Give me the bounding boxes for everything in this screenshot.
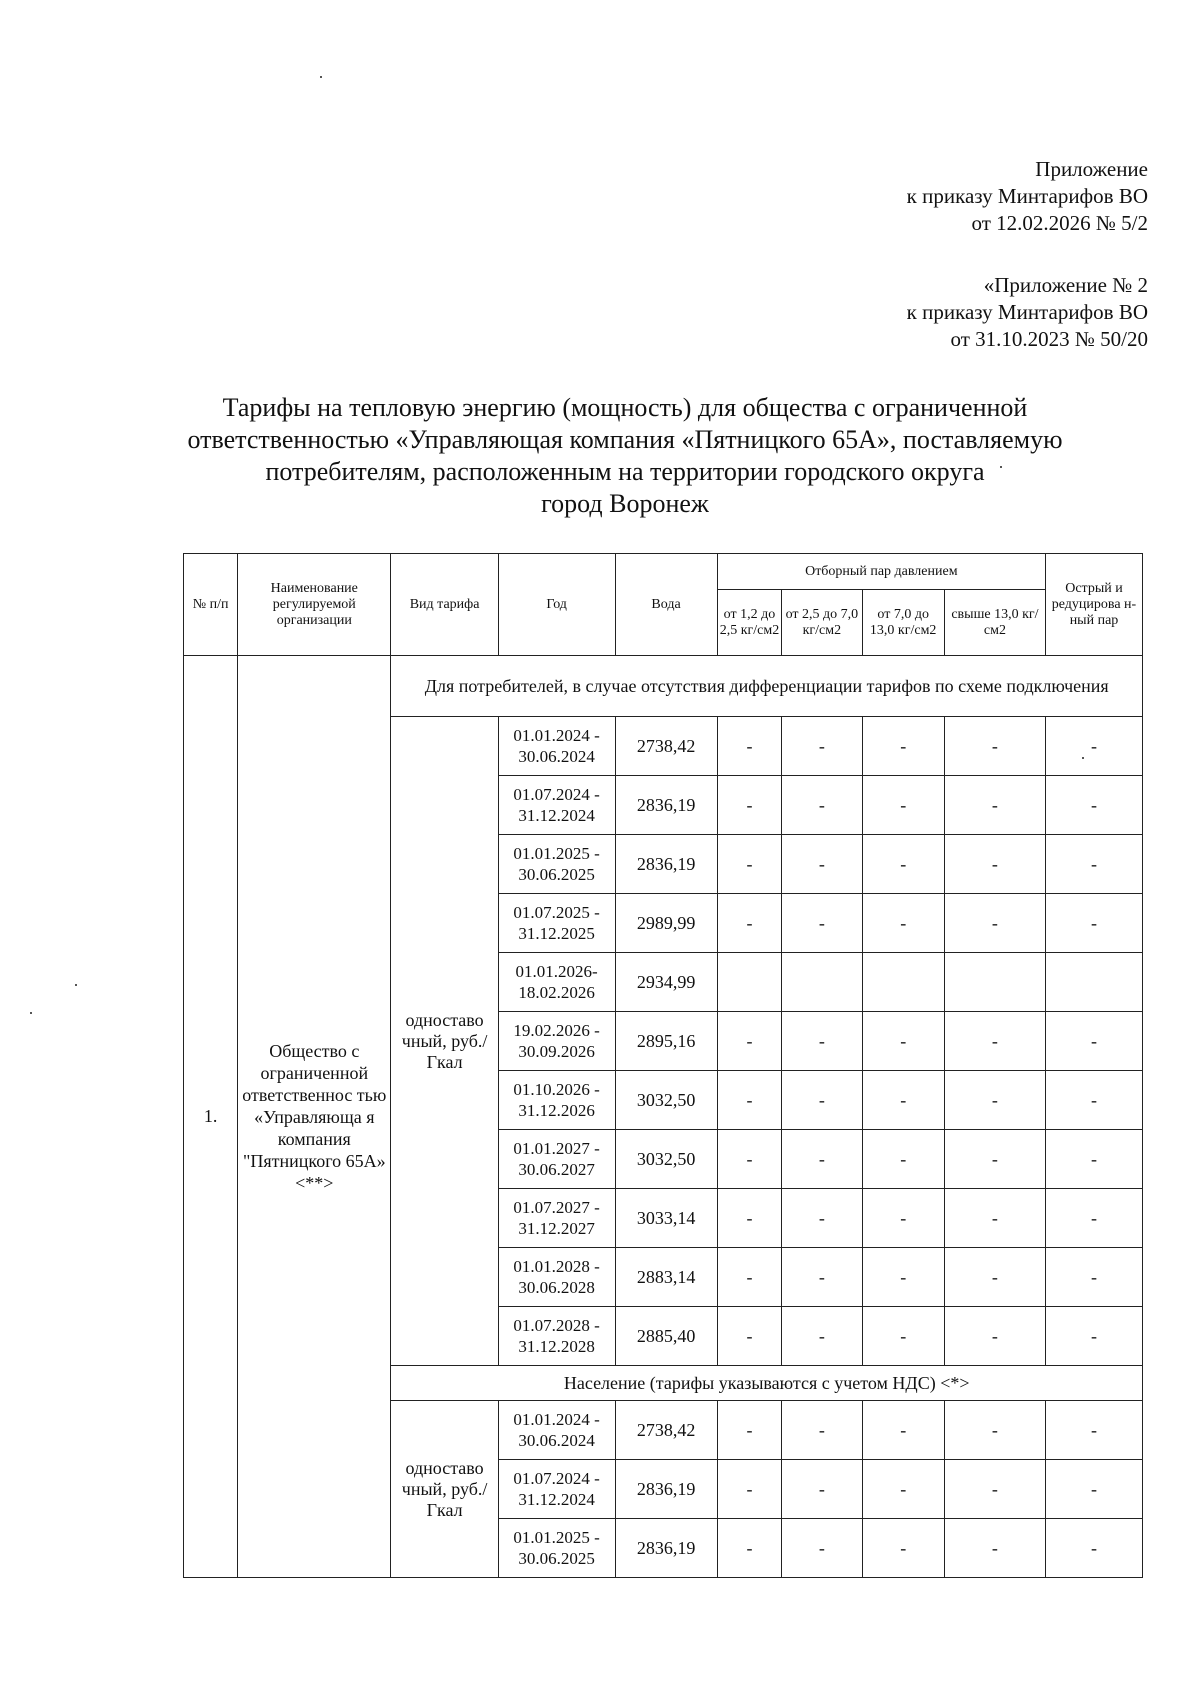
header-year: Год <box>498 554 615 656</box>
steam-tariff-cell: - <box>862 1307 944 1366</box>
scan-speck <box>30 1012 32 1014</box>
steam-tariff-cell: - <box>1046 1519 1143 1578</box>
header-steam-3: от 7,0 до 13,0 кг/см2 <box>862 590 944 656</box>
water-tariff-cell: 2836,19 <box>615 1460 717 1519</box>
steam-tariff-cell: - <box>1046 1189 1143 1248</box>
steam-tariff-cell: - <box>944 1130 1045 1189</box>
title-line: ответственностью «Управляющая компания «Пятницкого 65А», поставляемую <box>187 425 1063 454</box>
water-tariff-cell: 2883,14 <box>615 1248 717 1307</box>
steam-tariff-cell: - <box>782 1460 862 1519</box>
steam-tariff-cell: - <box>782 1519 862 1578</box>
title-line: Тарифы на тепловую энергию (мощность) для общества с ограниченной <box>222 393 1028 422</box>
steam-tariff-cell: - <box>717 1071 782 1130</box>
steam-tariff-cell: - <box>862 1189 944 1248</box>
water-tariff-cell: 3033,14 <box>615 1189 717 1248</box>
title-line: город Воронеж <box>541 489 709 518</box>
steam-tariff-cell <box>782 953 862 1012</box>
steam-tariff-cell <box>1046 953 1143 1012</box>
header-num: № п/п <box>184 554 238 656</box>
header-sharp-steam: Острый и редуцирова н- ный пар <box>1046 554 1143 656</box>
tariff-table <box>183 553 1143 1578</box>
steam-tariff-cell: - <box>782 835 862 894</box>
steam-tariff-cell: - <box>944 1307 1045 1366</box>
steam-tariff-cell: - <box>944 1519 1045 1578</box>
period-cell: 01.07.2025 - 31.12.2025 <box>498 894 615 953</box>
period-cell: 01.01.2028 - 30.06.2028 <box>498 1248 615 1307</box>
period-cell: 01.07.2028 - 31.12.2028 <box>498 1307 615 1366</box>
scan-speck <box>320 76 322 78</box>
scan-speck <box>1082 757 1084 759</box>
steam-tariff-cell: - <box>862 1071 944 1130</box>
scan-speck <box>1000 466 1002 468</box>
water-tariff-cell: 2836,19 <box>615 776 717 835</box>
steam-tariff-cell: - <box>782 1012 862 1071</box>
steam-tariff-cell: - <box>717 1307 782 1366</box>
steam-tariff-cell: - <box>1046 1248 1143 1307</box>
organization-name: Общество с ограниченной ответственнос тью «Управляюща я компания "Пятницкого 65А» <**> <box>238 656 391 1578</box>
annex-line: «Приложение № 2 <box>983 273 1148 297</box>
steam-tariff-cell: - <box>944 776 1045 835</box>
steam-tariff-cell: - <box>717 1248 782 1307</box>
period-cell: 01.01.2027 - 30.06.2027 <box>498 1130 615 1189</box>
steam-tariff-cell: - <box>782 1189 862 1248</box>
annex-line: от 31.10.2023 № 50/20 <box>950 327 1148 351</box>
annex-original-order-reference <box>907 272 1148 353</box>
period-cell: 01.07.2027 - 31.12.2027 <box>498 1189 615 1248</box>
steam-tariff-cell: - <box>1046 1307 1143 1366</box>
period-cell: 01.01.2024 - 30.06.2024 <box>498 717 615 776</box>
period-cell: 01.01.2025 - 30.06.2025 <box>498 1519 615 1578</box>
steam-tariff-cell: - <box>782 717 862 776</box>
steam-tariff-cell: - <box>944 717 1045 776</box>
steam-tariff-cell: - <box>717 1130 782 1189</box>
water-tariff-cell: 2738,42 <box>615 717 717 776</box>
steam-tariff-cell <box>862 953 944 1012</box>
steam-tariff-cell: - <box>717 717 782 776</box>
water-tariff-cell: 2895,16 <box>615 1012 717 1071</box>
steam-tariff-cell: - <box>782 1401 862 1460</box>
title-line: потребителям, расположенным на территории городского округа <box>265 457 985 486</box>
period-cell: 01.01.2024 - 30.06.2024 <box>498 1401 615 1460</box>
water-tariff-cell: 3032,50 <box>615 1130 717 1189</box>
header-steam-1: от 1,2 до 2,5 кг/см2 <box>717 590 782 656</box>
steam-tariff-cell <box>717 953 782 1012</box>
period-cell: 01.10.2026 - 31.12.2026 <box>498 1071 615 1130</box>
steam-tariff-cell: - <box>1046 1071 1143 1130</box>
steam-tariff-cell: - <box>944 1071 1045 1130</box>
annex-line: к приказу Минтарифов ВО <box>906 300 1148 324</box>
steam-tariff-cell: - <box>862 835 944 894</box>
steam-tariff-cell: - <box>1046 1460 1143 1519</box>
section-title: Население (тарифы указываются с учетом НДС) <*> <box>391 1366 1143 1401</box>
section-title: Для потребителей, в случае отсутствия дифференциации тарифов по схеме подключения <box>391 656 1143 717</box>
annex-line: от 12.02.2026 № 5/2 <box>971 211 1148 235</box>
steam-tariff-cell: - <box>782 1071 862 1130</box>
period-cell: 01.01.2025 - 30.06.2025 <box>498 835 615 894</box>
header-org: Наименование регулируемой организации <box>238 554 391 656</box>
document-title <box>150 392 1100 520</box>
steam-tariff-cell: - <box>1046 717 1143 776</box>
scan-speck <box>75 984 77 986</box>
steam-tariff-cell: - <box>862 1460 944 1519</box>
steam-tariff-cell: - <box>1046 776 1143 835</box>
steam-tariff-cell: - <box>1046 1130 1143 1189</box>
header-water: Вода <box>615 554 717 656</box>
annex-order-reference <box>907 156 1148 237</box>
steam-tariff-cell: - <box>717 1460 782 1519</box>
steam-tariff-cell: - <box>944 1401 1045 1460</box>
steam-tariff-cell: - <box>717 1189 782 1248</box>
steam-tariff-cell: - <box>717 1012 782 1071</box>
row-number: 1. <box>184 656 238 1578</box>
water-tariff-cell: 2934,99 <box>615 953 717 1012</box>
steam-tariff-cell: - <box>944 894 1045 953</box>
header-steam-group: Отборный пар давлением <box>717 554 1045 590</box>
steam-tariff-cell: - <box>717 835 782 894</box>
steam-tariff-cell: - <box>782 776 862 835</box>
period-cell: 19.02.2026 - 30.09.2026 <box>498 1012 615 1071</box>
steam-tariff-cell: - <box>862 1248 944 1307</box>
steam-tariff-cell: - <box>862 894 944 953</box>
water-tariff-cell: 2989,99 <box>615 894 717 953</box>
steam-tariff-cell: - <box>944 1189 1045 1248</box>
water-tariff-cell: 2836,19 <box>615 835 717 894</box>
tariff-type: одноставо чный, руб./Гкал <box>391 717 498 1366</box>
steam-tariff-cell: - <box>944 1460 1045 1519</box>
water-tariff-cell: 2836,19 <box>615 1519 717 1578</box>
steam-tariff-cell: - <box>1046 1012 1143 1071</box>
steam-tariff-cell: - <box>862 1519 944 1578</box>
steam-tariff-cell: - <box>862 1012 944 1071</box>
steam-tariff-cell <box>944 953 1045 1012</box>
steam-tariff-cell: - <box>717 1401 782 1460</box>
period-cell: 01.01.2026- 18.02.2026 <box>498 953 615 1012</box>
steam-tariff-cell: - <box>782 894 862 953</box>
period-cell: 01.07.2024 - 31.12.2024 <box>498 776 615 835</box>
header-tariff-type: Вид тарифа <box>391 554 498 656</box>
tariff-type: одноставо чный, руб./Гкал <box>391 1401 498 1578</box>
header-steam-2: от 2,5 до 7,0 кг/см2 <box>782 590 862 656</box>
steam-tariff-cell: - <box>1046 835 1143 894</box>
steam-tariff-cell: - <box>1046 894 1143 953</box>
steam-tariff-cell: - <box>782 1130 862 1189</box>
steam-tariff-cell: - <box>862 776 944 835</box>
tariff-table-body <box>184 656 1143 1578</box>
steam-tariff-cell: - <box>944 1012 1045 1071</box>
period-cell: 01.07.2024 - 31.12.2024 <box>498 1460 615 1519</box>
steam-tariff-cell: - <box>717 776 782 835</box>
steam-tariff-cell: - <box>944 1248 1045 1307</box>
water-tariff-cell: 2885,40 <box>615 1307 717 1366</box>
annex-line: к приказу Минтарифов ВО <box>906 184 1148 208</box>
steam-tariff-cell: - <box>717 1519 782 1578</box>
water-tariff-cell: 2738,42 <box>615 1401 717 1460</box>
steam-tariff-cell: - <box>717 894 782 953</box>
steam-tariff-cell: - <box>862 717 944 776</box>
steam-tariff-cell: - <box>944 835 1045 894</box>
water-tariff-cell: 3032,50 <box>615 1071 717 1130</box>
steam-tariff-cell: - <box>1046 1401 1143 1460</box>
annex-line: Приложение <box>1035 157 1148 181</box>
header-steam-4: свыше 13,0 кг/см2 <box>944 590 1045 656</box>
steam-tariff-cell: - <box>862 1401 944 1460</box>
steam-tariff-cell: - <box>862 1130 944 1189</box>
steam-tariff-cell: - <box>782 1307 862 1366</box>
steam-tariff-cell: - <box>782 1248 862 1307</box>
